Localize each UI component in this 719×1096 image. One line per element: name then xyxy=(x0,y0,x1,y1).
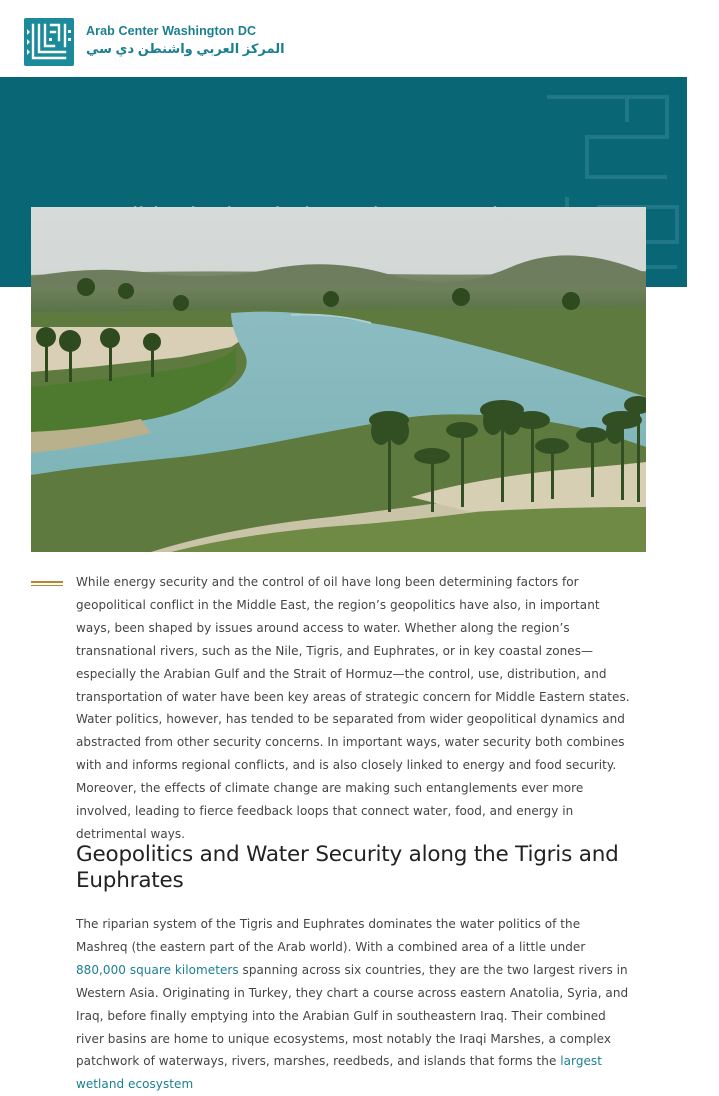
body-text-segment: The riparian system of the Tigris and Euphrates dominates the water politics of the Mashreq (the eastern part of the Arab world). With a combined area of a little under xyxy=(76,917,586,954)
river-with-palm-trees-photo xyxy=(31,207,646,552)
body-text-segment: spanning across six countries, they are the two largest rivers in Western Asia. Originating in Turkey, they chart a course across eastern Anatolia, Syria, and Iraq, before finally emptying into the Arabian Gulf in southeastern Iraq. Their combined river basins are home to unique ecosystems, most notably the Iraqi Marshes, a complex patchwork of waterways, rivers, marshes, reedbeds, and islands that forms the xyxy=(76,962,629,1069)
site-header xyxy=(0,0,719,77)
site-name-english[interactable]: Arab Center Washington DC xyxy=(86,24,257,38)
acw-calligraphy-logo-icon[interactable] xyxy=(24,18,74,66)
site-name-arabic[interactable]: المركز العربي واشنطن دي سي xyxy=(86,41,285,56)
area-source-link[interactable]: 880,000 square kilometers xyxy=(76,962,239,977)
section-heading: Geopolitics and Water Security along the Tigris and Euphrates xyxy=(76,842,619,893)
paragraph-accent-rule xyxy=(31,581,63,588)
wetland-source-link[interactable]: largest wetland ecosystem xyxy=(76,1054,602,1092)
intro-paragraph: While energy security and the control of oil have long been determining factors for geopolitical conflict in the Middle East, the region’s geopolitics have also, in important ways, been shaped by issues around access to water. Whether along the region’s transnational rivers, such as the Nile, Tigris, and Euphrates, or in key coastal zones—especially the Arabian Gulf and the Strait of Hormuz—the control, use, distribution, and transportation of water have been key areas of strategic concern for Middle Eastern states. Water politics, however, has tended to be separated from wider geopolitical dynamics and abstracted from other security concerns. In important ways, water security both combines with and informs regional conflicts, and is also closely linked to energy and food security. Moreover, the effects of climate change are making such entanglements ever more involved, leading to fierce feedback loops that connect water, food, and energy in detrimental ways. xyxy=(76,575,630,841)
body-paragraph xyxy=(76,913,631,1096)
